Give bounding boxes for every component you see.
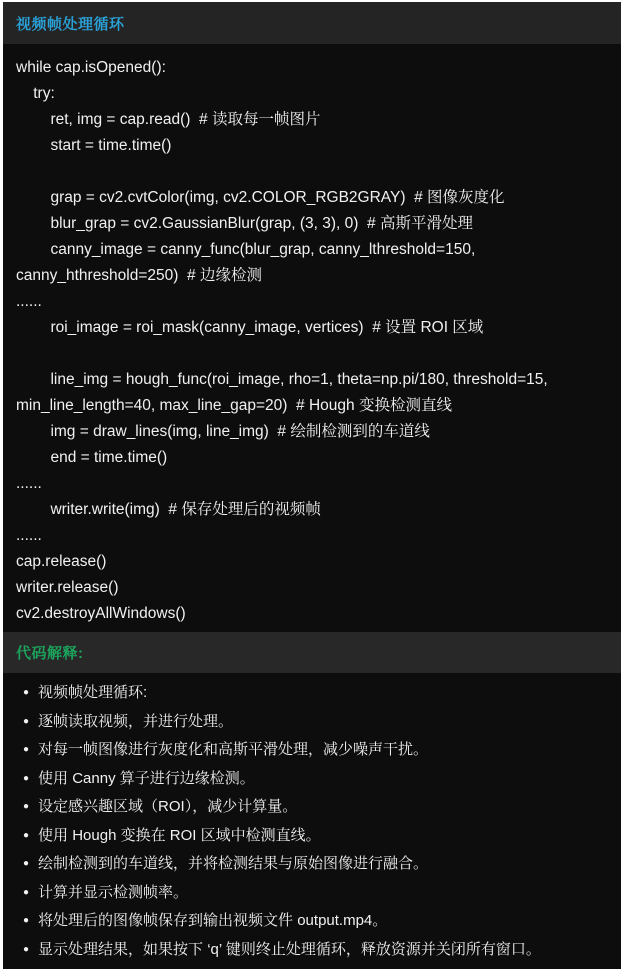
bullet-item (23, 937, 609, 966)
bullet-item (23, 766, 609, 795)
code-line: min_line_length=40, max_line_gap=20) # Hough 变换检测直线 (16, 397, 452, 414)
bullet-dot-icon: ● (23, 715, 30, 727)
bullet-dot-icon: ● (23, 829, 30, 841)
code-line: roi_image = roi_mask(canny_image, vertices) # 设置 ROI 区域 (16, 319, 484, 336)
code-line: try: (16, 85, 55, 102)
bullet-dot-icon: ● (23, 915, 30, 926)
code-line: writer.release() (16, 579, 119, 596)
bullet-dot-icon: ● (23, 687, 30, 698)
bullet-item (23, 880, 609, 909)
code-line: img = draw_lines(img, line_img) # 绘制检测到的车道线 (16, 423, 430, 440)
code-line: blur_grap = cv2.GaussianBlur(grap, (3, 3), 0) # 高斯平滑处理 (16, 215, 473, 232)
code-line: cap.release() (16, 553, 107, 570)
bullet-text: 使用 Hough 变换在 ROI 区域中检测直线。 (38, 826, 321, 844)
code-article-panel (3, 2, 621, 969)
code-line (16, 159, 609, 185)
code-line (16, 341, 609, 367)
bullet-text: 设定感兴趣区域（ROI），减少计算量。 (38, 798, 298, 815)
code-line: canny_image = canny_func(blur_grap, canny_lthreshold=150, (16, 241, 476, 258)
code-line: while cap.isOpened(): (16, 59, 166, 76)
bullet-text: 绘制检测到的车道线，并将检测结果与原始图像进行融合。 (38, 855, 429, 872)
code-line: end = time.time() (16, 449, 168, 466)
code-block (3, 44, 621, 632)
bullet-text: 使用 Canny 算子进行边缘检测。 (38, 769, 255, 787)
code-section-title-bar (3, 2, 621, 44)
bullet-item (23, 680, 609, 709)
code-line: line_img = hough_func(roi_image, rho=1, theta=np.pi/180, threshold=15, (16, 371, 548, 388)
bullet-dot-icon: ● (23, 858, 30, 869)
bullet-text: 对每一帧图像进行灰度化和高斯平滑处理，减少噪声干扰。 (38, 741, 429, 758)
bullet-text: 逐帧读取视频，并进行处理。 (38, 712, 234, 730)
bullet-dot-icon: ● (23, 943, 30, 955)
code-line: ret, img = cap.read() # 读取每一帧图片 (16, 111, 321, 128)
bullet-item (23, 851, 609, 880)
bullet-item (23, 794, 609, 823)
bullet-dot-icon: ● (23, 801, 30, 812)
code-line: cv2.destroyAllWindows() (16, 605, 186, 622)
explanation-section-label: 代码解释: (16, 645, 84, 662)
bullet-text: 显示处理结果，如果按下 ‘q’ 键则终止处理循环，释放资源并关闭所有窗口。 (38, 940, 541, 958)
code-line: canny_hthreshold=250) # 边缘检测 (16, 267, 262, 284)
bullet-dot-icon: ● (23, 772, 30, 784)
bullet-dot-icon: ● (23, 886, 30, 898)
bullet-text: 将处理后的图像帧保存到输出视频文件 output.mp4。 (38, 912, 388, 929)
explanation-section-bar (3, 632, 621, 673)
bullet-item (23, 737, 609, 766)
code-line: grap = cv2.cvtColor(img, cv2.COLOR_RGB2GRAY) # 图像灰度化 (16, 189, 505, 206)
code-line: writer.write(img) # 保存处理后的视频帧 (16, 501, 321, 518)
bullet-text: 计算并显示检测帧率。 (38, 883, 189, 901)
bullet-dot-icon: ● (23, 744, 30, 755)
explanation-bullet-list (3, 673, 621, 969)
bullet-item (23, 823, 609, 852)
code-line: ...... (16, 475, 42, 492)
bullet-item (23, 709, 609, 738)
code-line: start = time.time() (16, 137, 172, 154)
code-section-title: 视频帧处理循环 (16, 15, 125, 33)
code-line: ...... (16, 293, 42, 310)
bullet-item (23, 908, 609, 937)
code-line: ...... (16, 527, 42, 544)
bullet-text: 视频帧处理循环: (38, 684, 148, 701)
